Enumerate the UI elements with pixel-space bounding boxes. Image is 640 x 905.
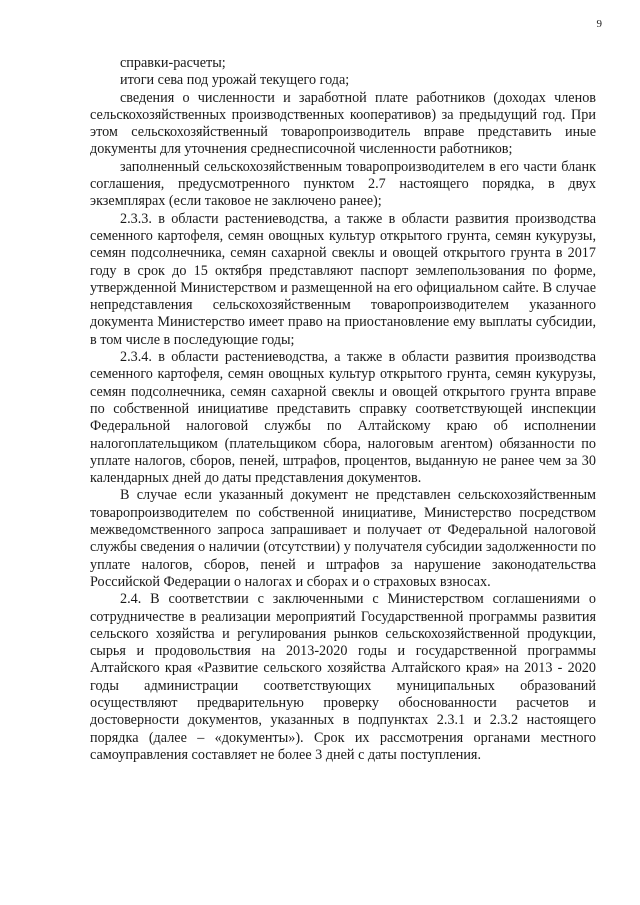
- paragraph-interagency-request: В случае если указанный документ не представлен сельскохозяйственным товаропроизводителем по собственной инициативе, Министерство посредством межведомственного запроса запрашивает и получает от Федеральной налоговой службы сведения о наличии (отсутствии) у получателя субсидии задолженности по уплате налогов, сборов, пеней и штрафов за нарушение законодательства Российской Федерации о налогах и сборах и о страховых взносах.: [90, 487, 596, 590]
- paragraph-2-3-4: 2.3.4. в области растениеводства, а также в области развития производства семенного картофеля, семян овощных культур открытого грунта, семян кукурузы, семян подсолнечника, семян сахарной свеклы и овощей открытого грунта вправе по собственной инициативе представить справку соответствующей инспекции Федеральной налоговой службы по Алтайскому краю об исполнении налогоплательщиком (плательщиком сбора, налоговым агентом) обязанности по уплате налогов, сборов, пеней, штрафов, процентов, выданную не ранее чем за 30 календарных дней до даты представления документов.: [90, 349, 596, 487]
- document-body: [90, 55, 596, 764]
- paragraph-2-4: 2.4. В соответствии с заключенными с Министерством соглашениями о сотрудничестве в реализации мероприятий Государственной программы развития сельского хозяйства и регулирования рынков сельскохозяйственной продукции, сырья и продовольствия на 2013-2020 годы и государственной программы Алтайского края «Развитие сельского хозяйства Алтайского края» на 2013 - 2020 годы администрации соответствующих муниципальных образований осуществляют предварительную проверку обоснованности расчетов и достоверности документов, указанных в подпунктах 2.3.1 и 2.3.2 настоящего порядка (далее – «документы»). Срок их рассмотрения органами местного самоуправления составляет не более 3 дней с даты поступления.: [90, 591, 596, 763]
- page-number: 9: [596, 18, 602, 30]
- paragraph-employee-info: сведения о численности и заработной плате работников (доходах членов сельскохозяйственных производственных кооперативов) за предыдущий год. При этом сельскохозяйственный товаропроизводитель вправе представить иные документы для уточнения среднесписочной численности работников;: [90, 89, 596, 158]
- paragraph-2-3-3: 2.3.3. в области растениеводства, а также в области развития производства семенного картофеля, семян овощных культур открытого грунта, семян кукурузы, семян подсолнечника, семян сахарной свеклы и овощей открытого грунта в 2017 году в срок до 15 октября представляют паспорт землепользования по форме, утвержденной Министерством и размещенной на его официальном сайте. В случае непредставления сельскохозяйственным товаропроизводителем указанного документа Министерство имеет право на приостановление ему выплаты субсидии, в том числе в последующие годы;: [90, 210, 596, 348]
- paragraph-agreement-form: заполненный сельскохозяйственным товаропроизводителем в его части бланк соглашения, предусмотренного пунктом 2.7 настоящего порядка, в двух экземплярах (если таковое не заключено ранее);: [90, 158, 596, 210]
- paragraph-sowing-results: итоги сева под урожай текущего года;: [120, 72, 350, 89]
- paragraph-calculation-certificates: справки-расчеты;: [120, 55, 226, 71]
